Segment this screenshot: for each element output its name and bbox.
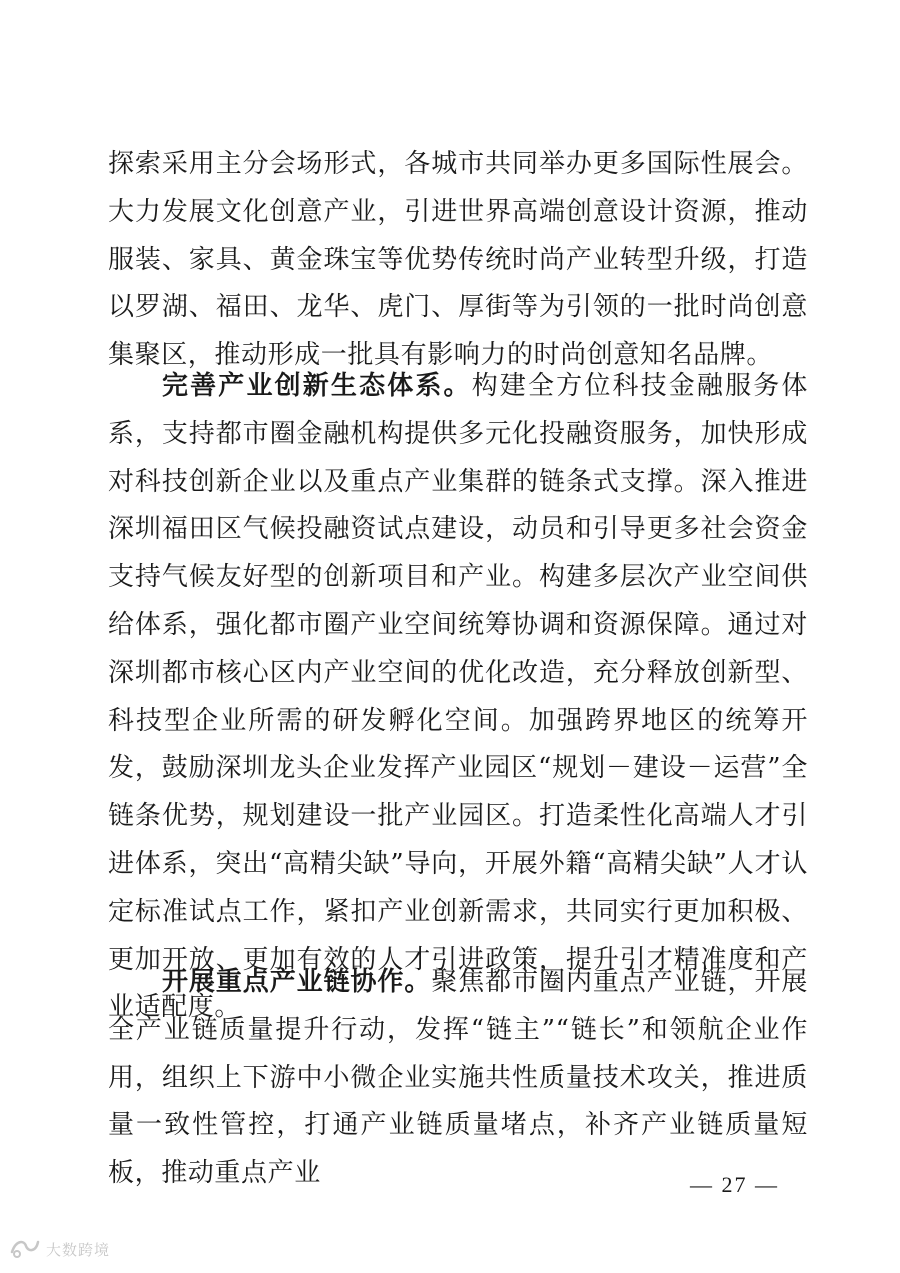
brand-logo-icon: [8, 1234, 42, 1264]
paragraph-2-body: 构建全方位科技金融服务体系，支持都市圈金融机构提供多元化投融资服务，加快形成对科技创新企业以及重点产业集群的链条式支撑。深入推进深圳福田区气候投融资试点建设，动员和引导更多社会资金支持气候友好型的创新项目和产业。构建多层次产业空间供给体系，强化都市圈产业空间统筹协调和资源保障。通过对深圳都市核心区内产业空间的优化改造，充分释放创新型、科技型企业所需的研发孵化空间。加强跨界地区的统筹开发，鼓励深圳龙头企业发挥产业园区“规划－建设－运营”全链条优势，规划建设一批产业园区。打造柔性化高端人才引进体系，突出“高精尖缺”导向，开展外籍“高精尖缺”人才认定标准试点工作，紧扣产业创新需求，共同实行更加积极、更加开放、更加有效的人才引进政策，提升引才精准度和产业适配度。: [108, 371, 808, 1023]
watermark: [8, 1234, 110, 1264]
page-number: — 27 —: [690, 1172, 779, 1197]
paragraph-1-body: 探索采用主分会场形式，各城市共同举办更多国际性展会。大力发展文化创意产业，引进世界高端创意设计资源，推动服装、家具、黄金珠宝等优势传统时尚产业转型升级，打造以罗湖、福田、龙华、虎门、厚街等为引领的一批时尚创意集聚区，推动形成一批具有影响力的时尚创意知名品牌。: [108, 149, 808, 371]
paragraph-2: [108, 363, 808, 1032]
paragraph-3-body: 聚焦都市圈内重点产业链，开展全产业链质量提升行动，发挥“链主”“链长”和领航企业作用，组织上下游中小微企业实施共性质量技术攻关，推进质量一致性管控，打通产业链质量堵点，补齐产业链质量短板，推动重点产业: [108, 967, 808, 1189]
paragraph-3: [108, 959, 808, 1198]
paragraph-2-heading: 完善产业创新生态体系。: [162, 371, 472, 401]
watermark-text: 大数跨境: [46, 1240, 111, 1259]
paragraph-1: [108, 141, 808, 380]
paragraph-3-heading: 开展重点产业链协作。: [162, 967, 432, 997]
